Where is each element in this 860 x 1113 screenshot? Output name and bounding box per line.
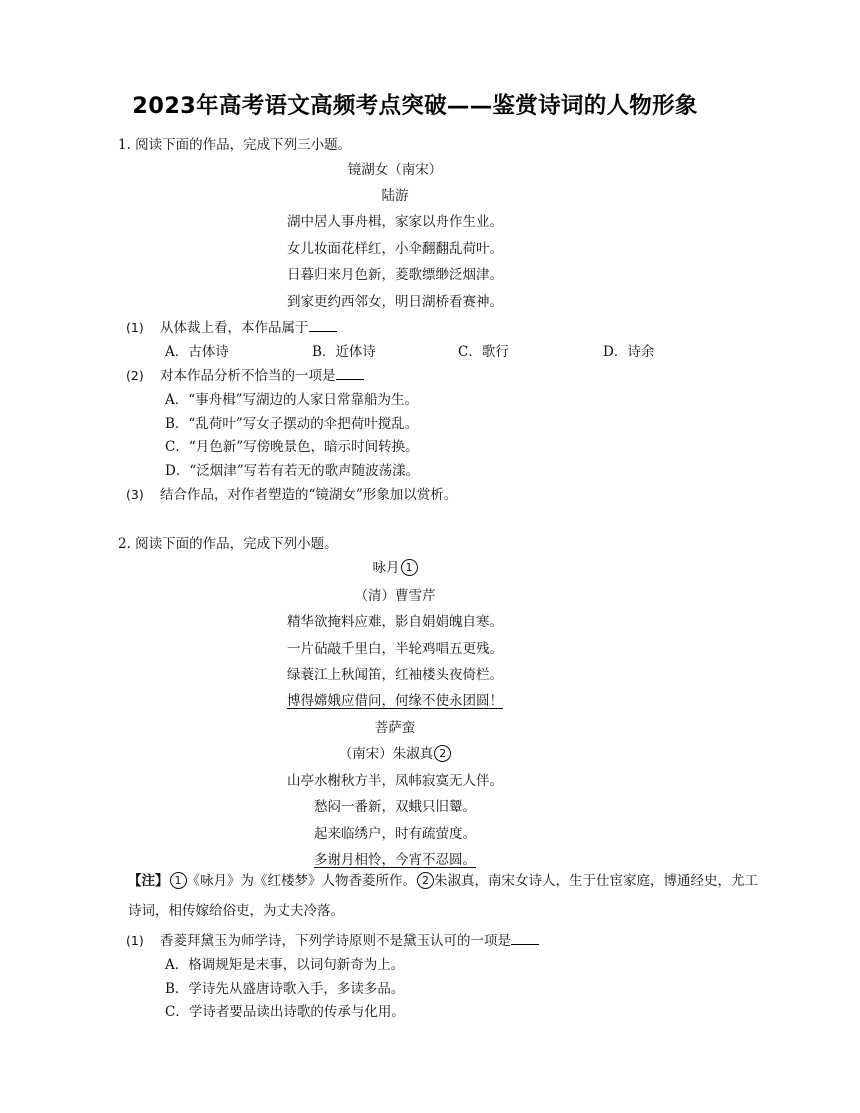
poem-line: 绿蓑江上秋闻笛，红袖楼头夜倚栏。 bbox=[287, 667, 503, 683]
answer-blank bbox=[309, 318, 337, 332]
poem-line: 一片砧敲千里白，半轮鸡唱五更残。 bbox=[287, 641, 503, 657]
sub-question-text: 结合作品，对作者塑造的“镜湖女”形象加以赏析。 bbox=[160, 487, 458, 503]
footnote-marker: 1 bbox=[401, 559, 418, 576]
option-d: D．诗余 bbox=[603, 344, 655, 360]
poem-line-underlined bbox=[0, 848, 790, 868]
poem-line-underlined bbox=[0, 689, 790, 709]
sub-question-number: (1) bbox=[126, 933, 144, 948]
option-d: D．“泛烟津”写若有若无的歌声随波荡漾。 bbox=[165, 463, 420, 479]
poem-author bbox=[0, 742, 790, 762]
question-1-stem: 1. 阅读下面的作品，完成下列三小题。 bbox=[118, 137, 352, 153]
poem-line: 精华欲掩料应难，影自娟娟魄自寒。 bbox=[287, 614, 503, 630]
answer-blank bbox=[336, 366, 364, 380]
option-c: C．学诗者要品读出诗歌的传承与化用。 bbox=[165, 1004, 405, 1020]
option-a: A．格调规矩是末事，以词句新奇为上。 bbox=[165, 957, 405, 973]
option-a: A．古体诗 bbox=[165, 344, 229, 360]
sub-question-number: (3) bbox=[126, 487, 144, 502]
page-title: 2023年高考语文高频考点突破——鉴赏诗词的人物形象 bbox=[132, 93, 698, 119]
underlined-line: 多谢月相怜，今宵不忍圆。 bbox=[314, 852, 476, 868]
poem-line: 起来临绣户，时有疏萤度。 bbox=[314, 826, 476, 842]
sub-question-number: (1) bbox=[126, 320, 144, 335]
sub-question-text: 对本作品分析不恰当的一项是 bbox=[160, 368, 336, 384]
footnote-marker: 2 bbox=[417, 872, 434, 889]
answer-blank bbox=[511, 931, 539, 945]
poem-title: 镜湖女（南宋） bbox=[347, 162, 443, 178]
footnote bbox=[128, 866, 768, 926]
note-text: 《咏月》为《红楼梦》人物香菱所作。 bbox=[186, 873, 416, 889]
option-c: C．歌行 bbox=[458, 344, 509, 360]
note-label: 【注】 bbox=[128, 873, 169, 889]
option-c: C．“月色新”写傍晚景色，暗示时间转换。 bbox=[165, 439, 419, 455]
option-b: B．近体诗 bbox=[312, 344, 376, 360]
sub-question-number: (2) bbox=[126, 368, 144, 383]
poem-line: 日暮归来月色新，菱歌缥缈泛烟津。 bbox=[287, 267, 503, 283]
sub-question-text: 从体裁上看，本作品属于 bbox=[160, 320, 309, 336]
sub-question-1-2 bbox=[126, 364, 364, 384]
sub-question-2-1 bbox=[126, 929, 539, 949]
poem-title-text: 咏月 bbox=[372, 560, 400, 576]
sub-question-text: 香菱拜黛玉为师学诗，下列学诗原则不是黛玉认可的一项是 bbox=[160, 933, 511, 949]
underlined-line: 博得嫦娥应借问，何缘不使永团圆！ bbox=[287, 693, 503, 709]
option-a: A．“事舟楫”写湖边的人家日常靠船为生。 bbox=[165, 392, 419, 408]
sub-question-1-1 bbox=[126, 316, 337, 336]
option-row bbox=[165, 340, 654, 360]
poem-line: 愁闷一番新，双蛾只旧颦。 bbox=[314, 799, 476, 815]
poem-line: 女儿妆面花样红，小伞翻翻乱荷叶。 bbox=[287, 241, 503, 257]
footnote-marker: 1 bbox=[170, 872, 187, 889]
note-text: 朱淑真，南宋女诗人，生于仕宦家庭，博通经史，尤工诗词，相传嫁给俗吏，为丈夫冷落。 bbox=[128, 873, 758, 919]
poem-line: 山亭水榭秋方半，凤帏寂寞无人伴。 bbox=[287, 773, 503, 789]
poem-title bbox=[0, 556, 790, 576]
poem-author-text: （南宋）朱淑真 bbox=[338, 746, 434, 762]
poem-author: （清）曹雪芹 bbox=[354, 588, 436, 604]
poem-title: 菩萨蛮 bbox=[374, 720, 416, 736]
poem-line: 到家更约西邻女，明日湖桥看赛神。 bbox=[287, 294, 503, 310]
poem-line: 湖中居人事舟楫，家家以舟作生业。 bbox=[287, 214, 503, 230]
sub-question-1-3 bbox=[126, 483, 457, 503]
option-b: B．学诗先从盛唐诗歌入手，多读多品。 bbox=[165, 981, 405, 997]
option-b: B．“乱荷叶”写女子摆动的伞把荷叶搅乱。 bbox=[165, 416, 419, 432]
poem-author: 陆游 bbox=[381, 188, 409, 204]
question-2-stem: 2. 阅读下面的作品，完成下列小题。 bbox=[118, 536, 338, 552]
footnote-marker: 2 bbox=[434, 745, 451, 762]
